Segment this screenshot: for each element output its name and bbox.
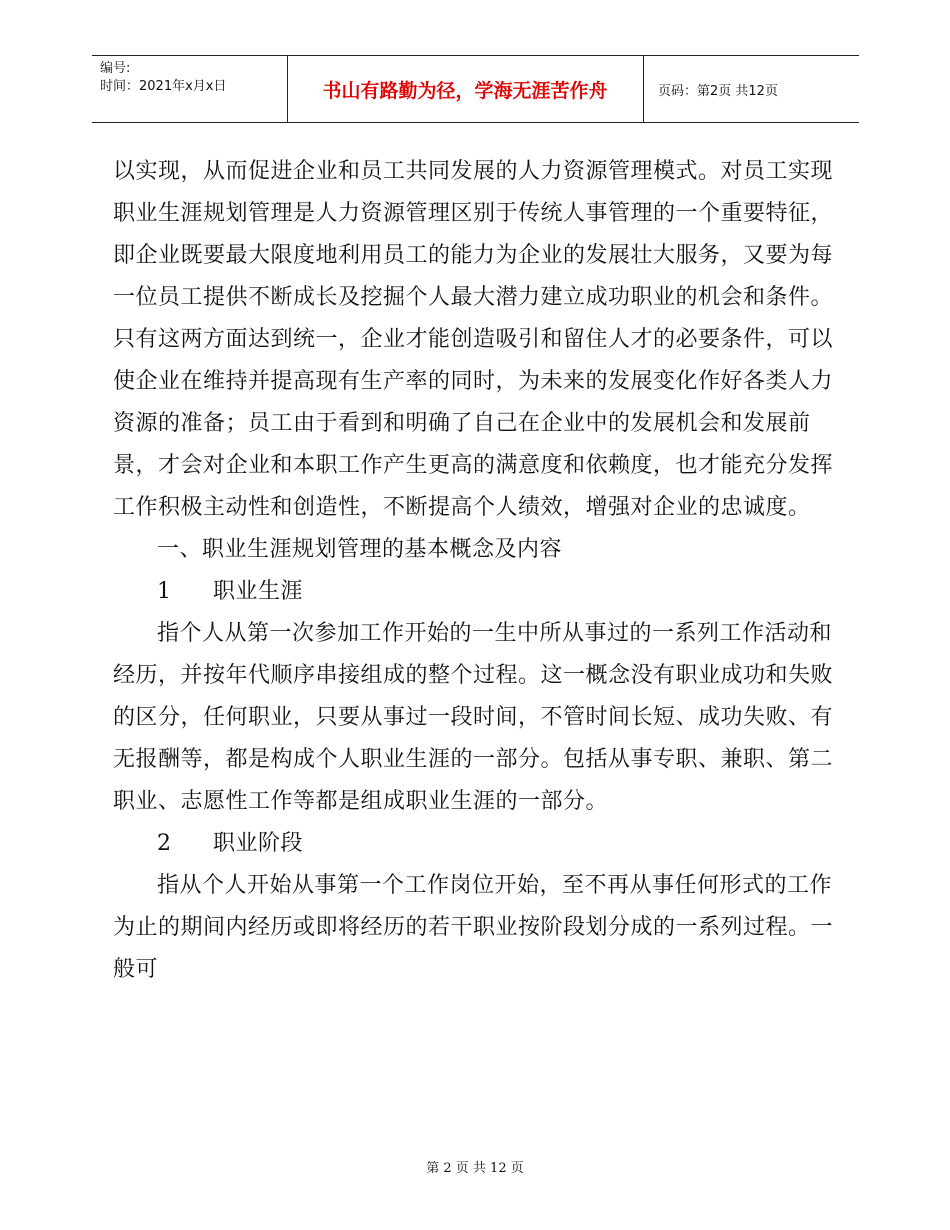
document-time-label: 时间：2021年x月x日 [100,79,227,94]
paragraph: 指个人从第一次参加工作开始的一生中所从事过的一系列工作活动和经历，并按年代顺序串接组成的整个过程。这一概念没有职业成功和失败的区分，任何职业，只要从事过一段时间，不管时间长短、成功失败、有无报酬等，都是构成个人职业生涯的一部分。包括从事专职、兼职、第二职业、志愿性工作等都是组成职业生涯的一部分。 [113,621,834,814]
subheading-title: 职业阶段 [213,831,304,856]
header-meta [100,60,290,96]
subheading-number: 2 [157,831,172,856]
subheading-title: 职业生涯 [213,579,304,604]
subheading-career-stage [113,823,837,865]
header-page-info: 页码：第2页 共12页 [658,83,778,99]
page-header [92,55,859,123]
subheading-career [113,571,837,613]
paragraph: 以实现，从而促进企业和员工共同发展的人力资源管理模式。对员工实现职业生涯规划管理是人力资源管理区别于传统人事管理的一个重要特征，即企业既要最大限度地利用员工的能力为企业的发展壮大服务，又要为每一位员工提供不断成长及挖掘个人最大潜力建立成功职业的机会和条件。只有这两方面达到统一，企业才能创造吸引和留住人才的必要条件，可以使企业在维持并提高现有生产率的同时，为未来的发展变化作好各类人力资源的准备；员工由于看到和明确了自己在企业中的发展机会和发展前景，才会对企业和本职工作产生更高的满意度和依赖度，也才能充分发挥工作积极主动性和创造性，不断提高个人绩效，增强对企业的忠诚度。 [113,159,834,520]
header-divider-right [643,56,644,122]
paragraph: 指从个人开始从事第一个工作岗位开始，至不再从事任何形式的工作为止的期间内经历或即将经历的若干职业按阶段划分成的一系列过程。一般可 [113,873,834,982]
subheading-number: 1 [157,579,172,604]
section-heading: 一、职业生涯规划管理的基本概念及内容 [157,537,563,562]
header-motto: 书山有路勤为径，学海无涯苦作舟 [322,79,608,102]
document-body [113,151,837,991]
page-footer: 第 2 页 共 12 页 [426,1161,524,1176]
document-number-label: 编号: [100,61,131,76]
